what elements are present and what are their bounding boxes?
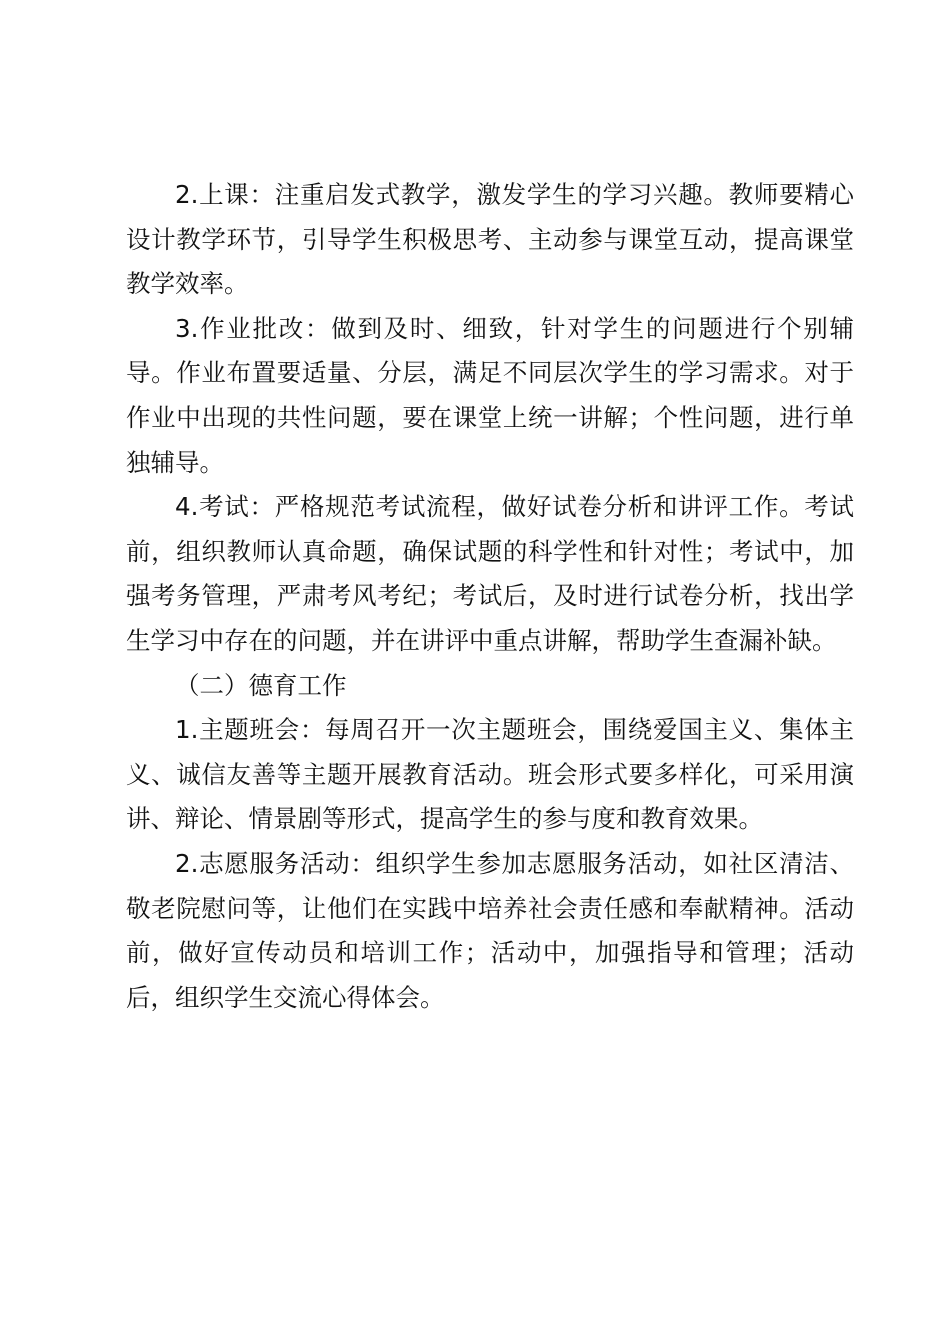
- paragraph-examination: 4.考试：严格规范考试流程，做好试卷分析和讲评工作。考试前，组织教师认真命题，确保试题的科学性和针对性；考试中，加强考务管理，严肃考风考纪；考试后，及时进行试卷分析，找出学生学习中存在的问题，并在讲评中重点讲解，帮助学生查漏补缺。: [126, 492, 854, 655]
- paragraph-volunteer-service: 2.志愿服务活动：组织学生参加志愿服务活动，如社区清洁、敬老院慰问等，让他们在实践中培养社会责任感和奉献精神。活动前，做好宣传动员和培训工作；活动中，加强指导和管理；活动后，组织学生交流心得体会。: [126, 848, 854, 1012]
- paragraph-theme-class-meeting: 1.主题班会：每周召开一次主题班会，围绕爱国主义、集体主义、诚信友善等主题开展教育活动。班会形式要多样化，可采用演讲、辩论、情景剧等形式，提高学生的参与度和教育效果。: [126, 715, 854, 834]
- section-heading-moral-education: （二）德育工作: [175, 670, 347, 700]
- paragraph-teaching-class: 2.上课：注重启发式教学，激发学生的学习兴趣。教师要精心设计教学环节，引导学生积极思考、主动参与课堂互动，提高课堂教学效率。: [126, 180, 854, 299]
- paragraph-homework-grading: 3.作业批改：做到及时、细致，针对学生的问题进行个别辅导。作业布置要适量、分层，满足不同层次学生的学习需求。对于作业中出现的共性问题，要在课堂上统一讲解；个性问题，进行单独辅导。: [126, 313, 854, 477]
- document-body: [126, 173, 854, 1020]
